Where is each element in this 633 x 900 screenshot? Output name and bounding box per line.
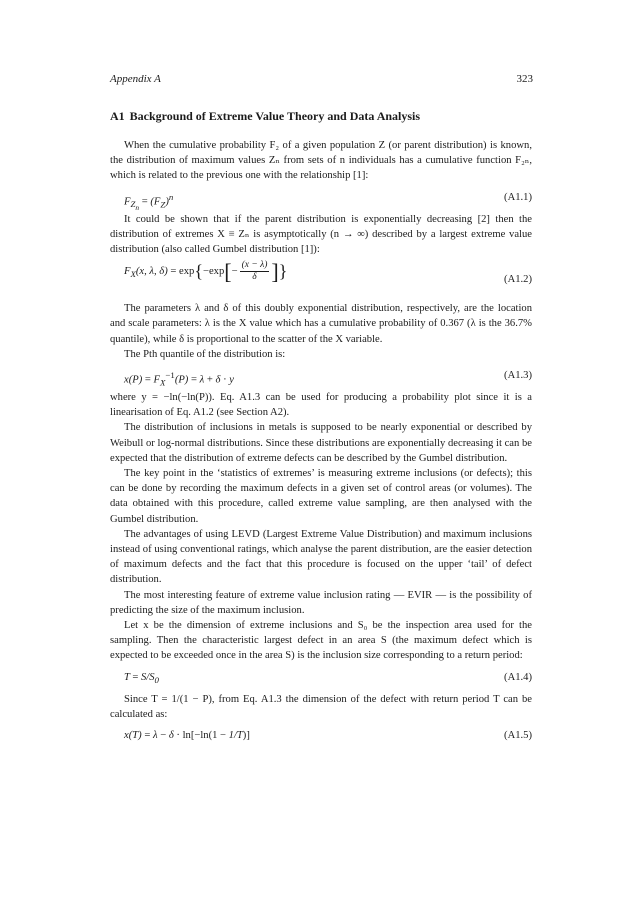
equation-a1-2 — [110, 260, 532, 298]
equation-a1-3 — [110, 365, 532, 387]
section-number: A1 — [110, 109, 125, 123]
paragraph-1: When the cumulative probability F₂ of a given population Z (or parent distribution) is known, the distribution of maximum values Zₙ from sets of n individuals has a cumulative function F₂ₙ, which is related to the previous one with the relationship [1]: — [110, 140, 532, 182]
paragraph-7: The key point in the ‘statistics of extremes’ is measuring extreme inclusions (or defects); this can be done by recording the maximum defects in a given set of control areas (or volumes). The data obtained with this procedure, called extreme value sampling, are then analysed with the Gumbel distribution. — [110, 468, 532, 525]
page-body — [110, 108, 532, 750]
equation-a1-3-expression: $x(P) = F_X^{-1}(P) = \lambda + \delta \cdot y$ — [124, 370, 234, 388]
paragraph-8: The advantages of using LEVD (Largest Extreme Value Distribution) and maximum inclusions instead of using conventional ratings, which analyse the parent distribution, are the easier detection of maximum defects and the fact that this procedure is focused on the upper ‘tail’ of defect distribution. — [110, 528, 532, 586]
paragraph-6: The distribution of inclusions in metals is supposed to be nearly exponential or described by Weibull or log-normal distributions. Since these distributions are exponentially decreasing it can be expected that the distribution of extreme defects can be described by the Gumbel distribution. — [110, 422, 532, 464]
page-number: 323 — [516, 73, 533, 85]
equation-a1-3-label: (A1.3) — [504, 370, 532, 382]
equation-a1-1-label: (A1.1) — [504, 191, 532, 203]
equation-a1-2-expression: $F_X(x$, λ, δ) = exp{−exp[− $\frac{(x - \lambda)}{\delta}$ ]} — [124, 259, 288, 285]
running-title: Appendix A — [110, 73, 161, 85]
paragraph-2: It could be shown that if the parent distribution is exponentially decreasing [2] then the distribution of extremes X ≡ Zₙ is asymptotically (n → ∞) described by a largest extreme value distribution (also called Gumbel distribution [1]): — [110, 213, 532, 256]
equation-a1-4-expression: $T = S/S_0$ — [124, 671, 159, 685]
equation-a1-5-expression: x(T) = λ − δ · ln[−ln(1 − 1/T)] — [124, 730, 250, 742]
section-heading — [110, 108, 532, 124]
equation-a1-1-expression: $F_{Z_n} = (F_Z)^n$ — [124, 191, 174, 213]
paragraph-4: The Pth quantile of the distribution is: — [124, 348, 286, 360]
equation-a1-1 — [110, 187, 532, 213]
equation-a1-5 — [110, 725, 532, 747]
paragraph-9: The most interesting feature of extreme value inclusion rating — EVIR — is the possibility of predicting the size of the maximum inclusion. — [110, 589, 532, 616]
equation-a1-4 — [110, 667, 532, 689]
paragraph-10: Let x be the dimension of extreme inclusions and S₀ be the inspection area used for the sampling. Then the characteristic largest defect in an area S (the maximum defect which is expected to be exceeded once in the area S) is the inclusion size corresponding to a return period: — [110, 620, 532, 662]
equation-a1-2-label: (A1.2) — [504, 274, 532, 286]
equation-a1-4-label: (A1.4) — [504, 671, 532, 683]
running-header — [110, 73, 533, 89]
paragraph-3: The parameters λ and δ of this doubly exponential distribution, respectively, are the location and scale parameters: λ is the X value which has a cumulative probability of 0.367 (λ is the 36.7% quantile), while δ is proportional to the scatter of the X variable. — [110, 303, 532, 345]
section-title: Background of Extreme Value Theory and Data Analysis — [129, 109, 421, 123]
paragraph-5: where y = −ln(−ln(P)). Eq. A1.3 can be used for producing a probability plot since it is a linearisation of Eq. A1.2 (see Section A2). — [110, 392, 532, 419]
equation-a1-5-label: (A1.5) — [504, 730, 532, 742]
paragraph-11: Since T = 1/(1 − P), from Eq. A1.3 the dimension of the defect with return period T can be calculated as: — [110, 693, 532, 720]
